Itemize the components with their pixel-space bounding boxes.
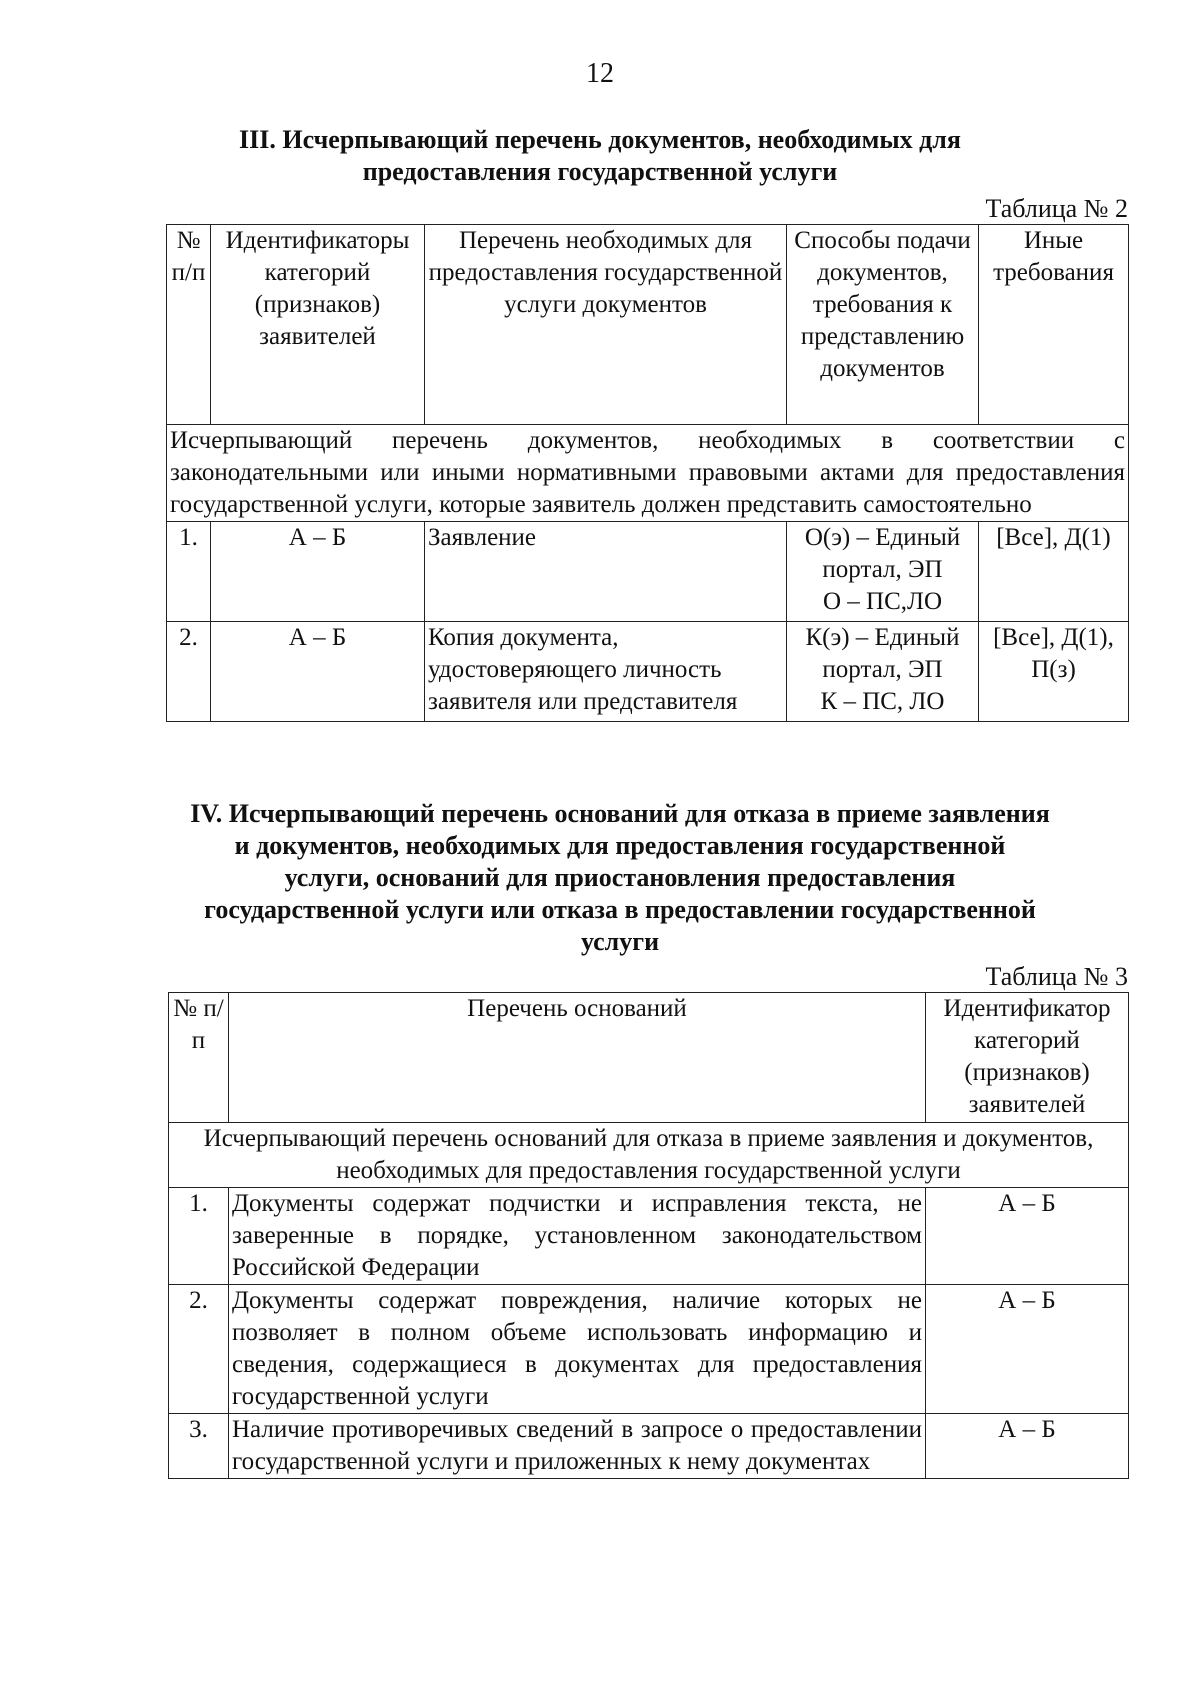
header-identifier: Идентификатор категорий (признаков) заявителей xyxy=(926,993,1129,1123)
span-row-text: Исчерпывающий перечень документов, необходимых в соответствии с законодательными или иными нормативными правовыми актами для предоставления государственной услуги, которые заявитель должен представить самостоятельно xyxy=(167,425,1129,522)
methods-line: К(э) – Единый xyxy=(805,624,960,651)
header-methods: Способы подачи документов, требования к представлению документов xyxy=(787,225,979,425)
table-3-span-row xyxy=(169,1123,1129,1188)
table-2-span-row xyxy=(167,425,1129,522)
methods-line: портал, ЭП xyxy=(822,556,943,583)
table-3-label: Таблица № 3 xyxy=(985,962,1128,991)
row-document: Копия документа, удостоверяющего личность заявителя или представителя xyxy=(425,622,787,722)
methods-line: О(э) – Единый xyxy=(804,524,961,551)
header-other: Иные требования xyxy=(979,225,1129,425)
table-2-header-row xyxy=(167,225,1129,425)
row-identifier: А – Б xyxy=(926,1414,1129,1479)
section-4-title-line: IV. Исчерпывающий перечень оснований для отказа в приеме заявления xyxy=(190,799,1050,828)
row-methods xyxy=(787,622,979,722)
table-3-header-row xyxy=(169,993,1129,1123)
row-reason: Наличие противоречивых сведений в запросе о предоставлении государственной услуги и приложенных к нему документах xyxy=(229,1414,926,1479)
header-num: № п/п xyxy=(167,225,211,425)
row-reason: Документы содержат подчистки и исправления текста, не заверенные в порядке, установленном законодательством Российской Федерации xyxy=(229,1188,926,1285)
row-num: 2. xyxy=(167,622,211,722)
header-documents: Перечень необходимых для предоставления государственной услуги документов xyxy=(425,225,787,425)
row-other: [Все], Д(1) xyxy=(979,522,1129,622)
row-other: [Все], Д(1), П(з) xyxy=(979,622,1129,722)
span-row-text: Исчерпывающий перечень оснований для отказа в приеме заявления и документов, необходимых для предоставления государственной услуги xyxy=(169,1123,1129,1188)
table-row xyxy=(169,1285,1129,1414)
table-row xyxy=(167,622,1129,722)
section-4-title-line: государственной услуги или отказа в предоставлении государственной xyxy=(204,895,1036,924)
section-4-title-line: и документов, необходимых для предоставления государственной xyxy=(234,831,1006,860)
row-identifier: А – Б xyxy=(211,622,425,722)
row-reason: Документы содержат повреждения, наличие которых не позволяет в полном объеме использовать информацию и сведения, содержащиеся в документах для предоставления государственной услуги xyxy=(229,1285,926,1414)
methods-line: портал, ЭП xyxy=(822,656,943,683)
section-4-title-line: услуги, оснований для приостановления предоставления xyxy=(284,863,956,892)
header-identifiers: Идентификаторы категорий (признаков) заявителей xyxy=(211,225,425,425)
row-methods xyxy=(787,522,979,622)
row-identifier: А – Б xyxy=(926,1285,1129,1414)
page-number: 12 xyxy=(586,58,614,89)
row-document: Заявление xyxy=(425,522,787,622)
methods-line: К – ПС, ЛО xyxy=(820,688,945,715)
section-3-title-line: предоставления государственной услуги xyxy=(362,157,838,186)
row-num: 1. xyxy=(169,1188,229,1285)
table-row xyxy=(169,1188,1129,1285)
table-row xyxy=(167,522,1129,622)
section-4-title xyxy=(140,798,1100,958)
section-3-title xyxy=(160,124,1040,188)
table-row xyxy=(169,1414,1129,1479)
section-3-title-line: III. Исчерпывающий перечень документов, необходимых для xyxy=(239,125,961,154)
header-reasons: Перечень оснований xyxy=(229,993,926,1123)
row-num: 1. xyxy=(167,522,211,622)
row-identifier: А – Б xyxy=(211,522,425,622)
table-2-label: Таблица № 2 xyxy=(985,194,1128,223)
header-num: № п/п xyxy=(169,993,229,1123)
row-num: 2. xyxy=(169,1285,229,1414)
table-2 xyxy=(166,224,1129,722)
row-identifier: А – Б xyxy=(926,1188,1129,1285)
row-num: 3. xyxy=(169,1414,229,1479)
methods-line: О – ПС,ЛО xyxy=(822,588,943,615)
section-4-title-line: услуги xyxy=(580,927,660,956)
table-3 xyxy=(168,992,1129,1479)
